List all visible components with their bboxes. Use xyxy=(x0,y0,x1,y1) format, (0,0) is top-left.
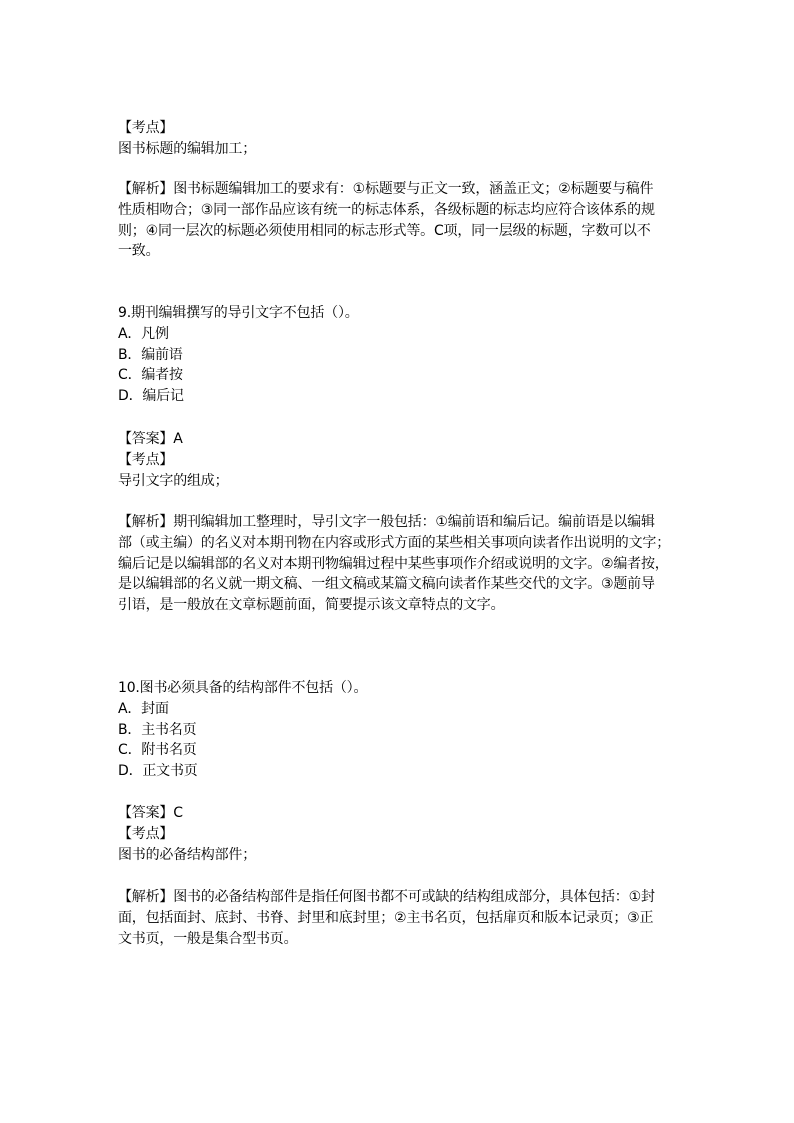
explanation-line: 【解析】期刊编辑加工整理时，导引文字一般包括：①编前语和编后记。编前语是以编辑 xyxy=(118,514,655,530)
explanation-line: 则；④同一层次的标题必须使用相同的标志形式等。C项，同一层级的标题，字数可以不 xyxy=(118,222,651,239)
option-c: C．编者按 xyxy=(118,367,183,384)
kaodian-label: 【考点】 xyxy=(118,825,174,842)
q10-answer-section xyxy=(118,803,698,865)
option-b: B．编前语 xyxy=(118,346,183,363)
explanation-line: 一致。 xyxy=(118,243,160,260)
option-b: B．主书名页 xyxy=(118,721,197,738)
explanation-line: 面，包括面封、底封、书脊、封里和底封里；②主书名页，包括扉页和版本记录页；③正 xyxy=(118,909,654,926)
explanation-line: 部（或主编）的名义对本期刊物在内容或形式方面的某些相关事项向读者作出说明的文字； xyxy=(118,534,670,551)
answer: 【答案】C xyxy=(118,805,183,821)
kaodian-text: 图书标题的编辑加工； xyxy=(118,140,256,157)
explanation-line: 【解析】图书标题编辑加工的要求有：①标题要与正文一致，涵盖正文；②标题要与稿件 xyxy=(118,181,654,197)
explanation-line: 【解析】图书的必备结构部件是指任何图书都不可或缺的结构组成部分，具体包括：①封 xyxy=(118,889,655,905)
explanation-line: 性质相吻合；③同一部作品应该有统一的标志体系，各级标题的标志均应符合该体系的规 xyxy=(118,201,655,218)
explanation-line: 引语，是一般放在文章标题前面，简要提示该文章特点的文字。 xyxy=(118,597,505,614)
kaodian-label: 【考点】 xyxy=(118,451,174,468)
q8-kaodian-section xyxy=(118,118,698,160)
q9-answer-section xyxy=(118,429,698,491)
q8-explanation xyxy=(118,179,698,262)
option-c: C．附书名页 xyxy=(118,742,197,759)
explanation-line: 文书页，一般是集合型书页。 xyxy=(118,930,298,947)
option-a: A．凡例 xyxy=(118,325,169,342)
option-a: A．封面 xyxy=(118,700,169,717)
option-d: D．编后记 xyxy=(118,388,184,405)
answer: 【答案】A xyxy=(118,431,183,447)
question-text: 9.期刊编辑撰写的导引文字不包括（）。 xyxy=(118,305,359,321)
q10-question xyxy=(118,678,698,782)
q9-explanation xyxy=(118,512,698,616)
explanation-line: 编后记是以编辑部的名义对本期刊物编辑过程中某些事项作介绍或说明的文字。②编者按， xyxy=(118,555,669,572)
option-d: D．正文书页 xyxy=(118,763,198,780)
kaodian-label: 【考点】 xyxy=(118,120,174,136)
question-text: 10.图书必须具备的结构部件不包括（）。 xyxy=(118,680,368,696)
kaodian-text: 图书的必备结构部件； xyxy=(118,846,256,863)
explanation-line: 是以编辑部的名义就一期文稿、一组文稿或某篇文稿向读者作某些交代的文字。③题前导 xyxy=(118,576,655,593)
q10-explanation xyxy=(118,887,698,949)
kaodian-text: 导引文字的组成； xyxy=(118,472,229,489)
q9-question xyxy=(118,303,698,407)
